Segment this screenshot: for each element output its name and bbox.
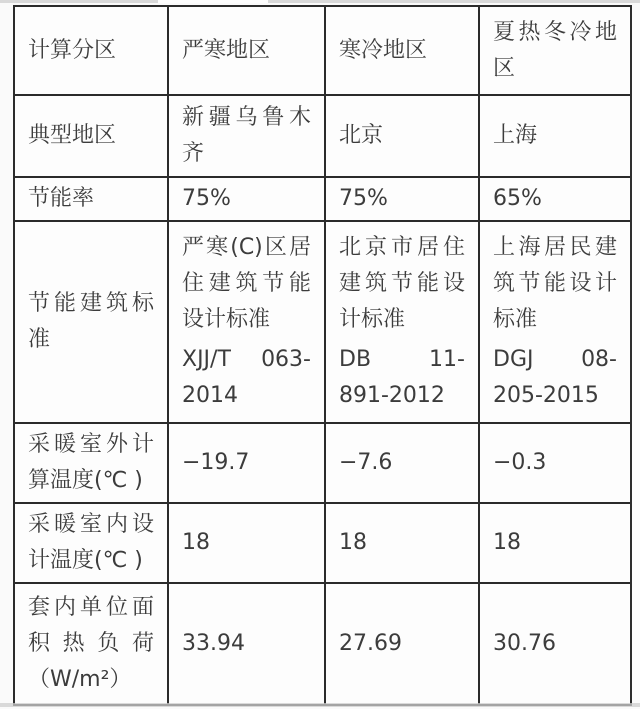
cell-outdoor-temp-cold: −7.6 <box>325 423 479 503</box>
bottom-edge-divider <box>0 703 640 707</box>
row-label-energy-saving-rate: 节能率 <box>14 177 168 221</box>
row-energy-saving-standard <box>14 221 631 423</box>
header-zone-hot-summer-cold-winter: 夏热冬冷地区 <box>479 6 631 95</box>
cell-standard-severe-cold <box>168 221 325 423</box>
cell-heat-load-cold: 27.69 <box>325 583 479 705</box>
header-zone-severe-cold: 严寒地区 <box>168 6 325 95</box>
row-energy-saving-rate <box>14 177 631 221</box>
cell-rate-cold: 75% <box>325 177 479 221</box>
climate-zone-energy-table <box>13 5 632 706</box>
row-label-unit-area-heat-load: 套内单位面积热负荷（W/m²） <box>14 583 168 705</box>
cell-indoor-temp-cold: 18 <box>325 503 479 583</box>
top-edge-divider <box>0 0 640 3</box>
cell-standard-cold <box>325 221 479 423</box>
cell-rate-hscw: 65% <box>479 177 631 221</box>
row-indoor-design-temperature <box>14 503 631 583</box>
row-typical-region <box>14 95 631 177</box>
cell-typical-region-hscw: 上海 <box>479 95 631 177</box>
cell-rate-severe-cold: 75% <box>168 177 325 221</box>
standard-name: 上海居民建筑节能设计标准 <box>493 235 617 332</box>
cell-outdoor-temp-severe-cold: −19.7 <box>168 423 325 503</box>
standard-code: DGJ 08-205-2015 <box>493 347 617 408</box>
row-label-indoor-design-temperature: 采暖室内设计温度(℃ ) <box>14 503 168 583</box>
cell-indoor-temp-hscw: 18 <box>479 503 631 583</box>
cell-standard-hscw <box>479 221 631 423</box>
row-label-outdoor-design-temperature: 采暖室外计算温度(℃ ) <box>14 423 168 503</box>
row-label-energy-saving-standard: 节能建筑标准 <box>14 221 168 423</box>
table-header-row <box>14 6 631 95</box>
cell-heat-load-severe-cold: 33.94 <box>168 583 325 705</box>
standard-code: DB 11-891-2012 <box>339 347 465 408</box>
cell-heat-load-hscw: 30.76 <box>479 583 631 705</box>
header-zone-cold: 寒冷地区 <box>325 6 479 95</box>
cell-indoor-temp-severe-cold: 18 <box>168 503 325 583</box>
standard-name: 北京市居住建筑节能设计标准 <box>339 235 465 332</box>
row-label-typical-region: 典型地区 <box>14 95 168 177</box>
row-outdoor-design-temperature <box>14 423 631 503</box>
cell-typical-region-severe-cold: 新疆乌鲁木齐 <box>168 95 325 177</box>
standard-code: XJJ/T 063-2014 <box>182 347 311 408</box>
cell-outdoor-temp-hscw: −0.3 <box>479 423 631 503</box>
cell-typical-region-cold: 北京 <box>325 95 479 177</box>
header-corner-cell: 计算分区 <box>14 6 168 95</box>
row-unit-area-heat-load <box>14 583 631 705</box>
standard-name: 严寒(C)区居住建筑节能设计标准 <box>182 235 311 332</box>
